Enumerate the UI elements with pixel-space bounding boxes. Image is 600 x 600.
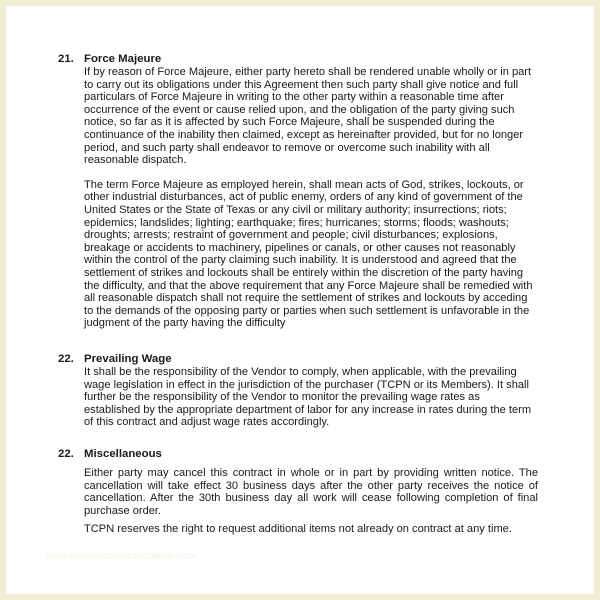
text-line: It shall be the responsibility of the Vendor to comply, when applicable, with the prevailing (84, 366, 517, 378)
paragraph (84, 467, 538, 517)
paragraph-gap (84, 167, 538, 179)
paragraph (84, 366, 538, 429)
text-line: The term Force Majeure as employed herein, shall mean acts of God, strikes, lockouts, or (84, 178, 524, 191)
section-title: Miscellaneous (84, 448, 162, 460)
text-line: droughts; arrests; restraint of government and people; civil disturbances; explosions, (84, 229, 498, 242)
section-prevailing-wage (58, 352, 538, 429)
text-line: judgment of the party having the difficulty (84, 317, 286, 330)
text-line: settlement of strikes and lockouts shall be entirely within the discretion of the party having (84, 266, 524, 279)
paragraph (84, 523, 538, 536)
text-line: If by reason of Force Majeure, either party hereto shall be rendered unable wholly or in part (84, 66, 532, 78)
text-line: United States or the State of Texas or any civil or military authority; insurrections; riots; (84, 203, 507, 216)
text-line: wage legislation in effect in the jurisdiction of the purchaser (TCPN or its Members). It shall (84, 378, 529, 391)
section-number: 21. (58, 53, 74, 65)
text-line: the difficulty, and that the above requirement that any Force Majeure shall be remedied with (84, 279, 533, 292)
section-body (84, 467, 538, 536)
text-line: breakage or accidents to machinery, pipelines or canals, or other causes not reasonably (84, 241, 516, 254)
text-line: period, and such party shall endeavor to remove or overcome such inability with all (84, 141, 490, 154)
text-line: occurrence of the event or cause relied upon, and the obligation of the party giving such (84, 103, 515, 116)
section-number: 22. (58, 353, 74, 365)
text-line: particulars of Force Majeure in writing to the other party within a reasonable time after (84, 91, 504, 104)
document-page (6, 6, 594, 594)
section-title: Prevailing Wage (84, 353, 172, 365)
text-line: reasonable dispatch. (84, 154, 187, 167)
text-line: all reasonable dispatch shall not require the settlement of strikes and lockouts by acceding (84, 292, 528, 305)
section-number: 22. (58, 448, 74, 460)
text-line: to carry out its obligations under this Agreement then such party shall give notice and full (84, 78, 519, 91)
section-force-majeure (58, 52, 538, 330)
text-line: epidemics; landslides; lighting; earthquake; fires; hurricanes; storms; floods; washouts; (84, 216, 509, 229)
text-line: within the control of the party claiming such inability. It is understood and agreed that the (84, 254, 517, 267)
section-miscellaneous (58, 447, 538, 536)
text-line: other industrial disturbances, act of public enemy, orders of any kind of government of the (84, 191, 523, 204)
section-body (84, 66, 538, 330)
text-line: continuance of the inability then claimed, except as hereinafter provided, but for no longer (84, 128, 524, 141)
text-line: TCPN reserves the right to request additional items not already on contract at any time. (84, 523, 512, 536)
text-line: cancellation. After the 30th business day all work will cease following completion of final (84, 492, 538, 505)
text-line: Either party may cancel this contract in whole or in part by providing written notice. The (84, 467, 538, 479)
text-line: cancellation will take effect 30 business days after the other party receives the notice of (84, 479, 538, 492)
text-line: of this contract and adjust wage rates accordingly. (84, 416, 330, 429)
text-line: to the demands of the opposing party or parties when such settlement is unfavorable in the (84, 304, 530, 317)
section-heading (58, 352, 538, 366)
watermark-text: www.heritagechristiancollege.com (46, 551, 197, 562)
text-line: notice, so far as it is affected by such Force Majeure, shall be suspended during the (84, 116, 495, 129)
section-heading (58, 447, 538, 461)
section-title: Force Majeure (84, 53, 162, 65)
paragraph (84, 66, 538, 167)
text-line: established by the appropriate department of labor for any increase in rates during the term (84, 403, 532, 416)
paragraph (84, 179, 538, 330)
section-body (84, 366, 538, 429)
text-line: purchase order. (84, 504, 162, 517)
text-line: further be the responsibility of the Vendor to monitor the prevailing wage rates as (84, 391, 480, 404)
section-heading (58, 52, 538, 66)
